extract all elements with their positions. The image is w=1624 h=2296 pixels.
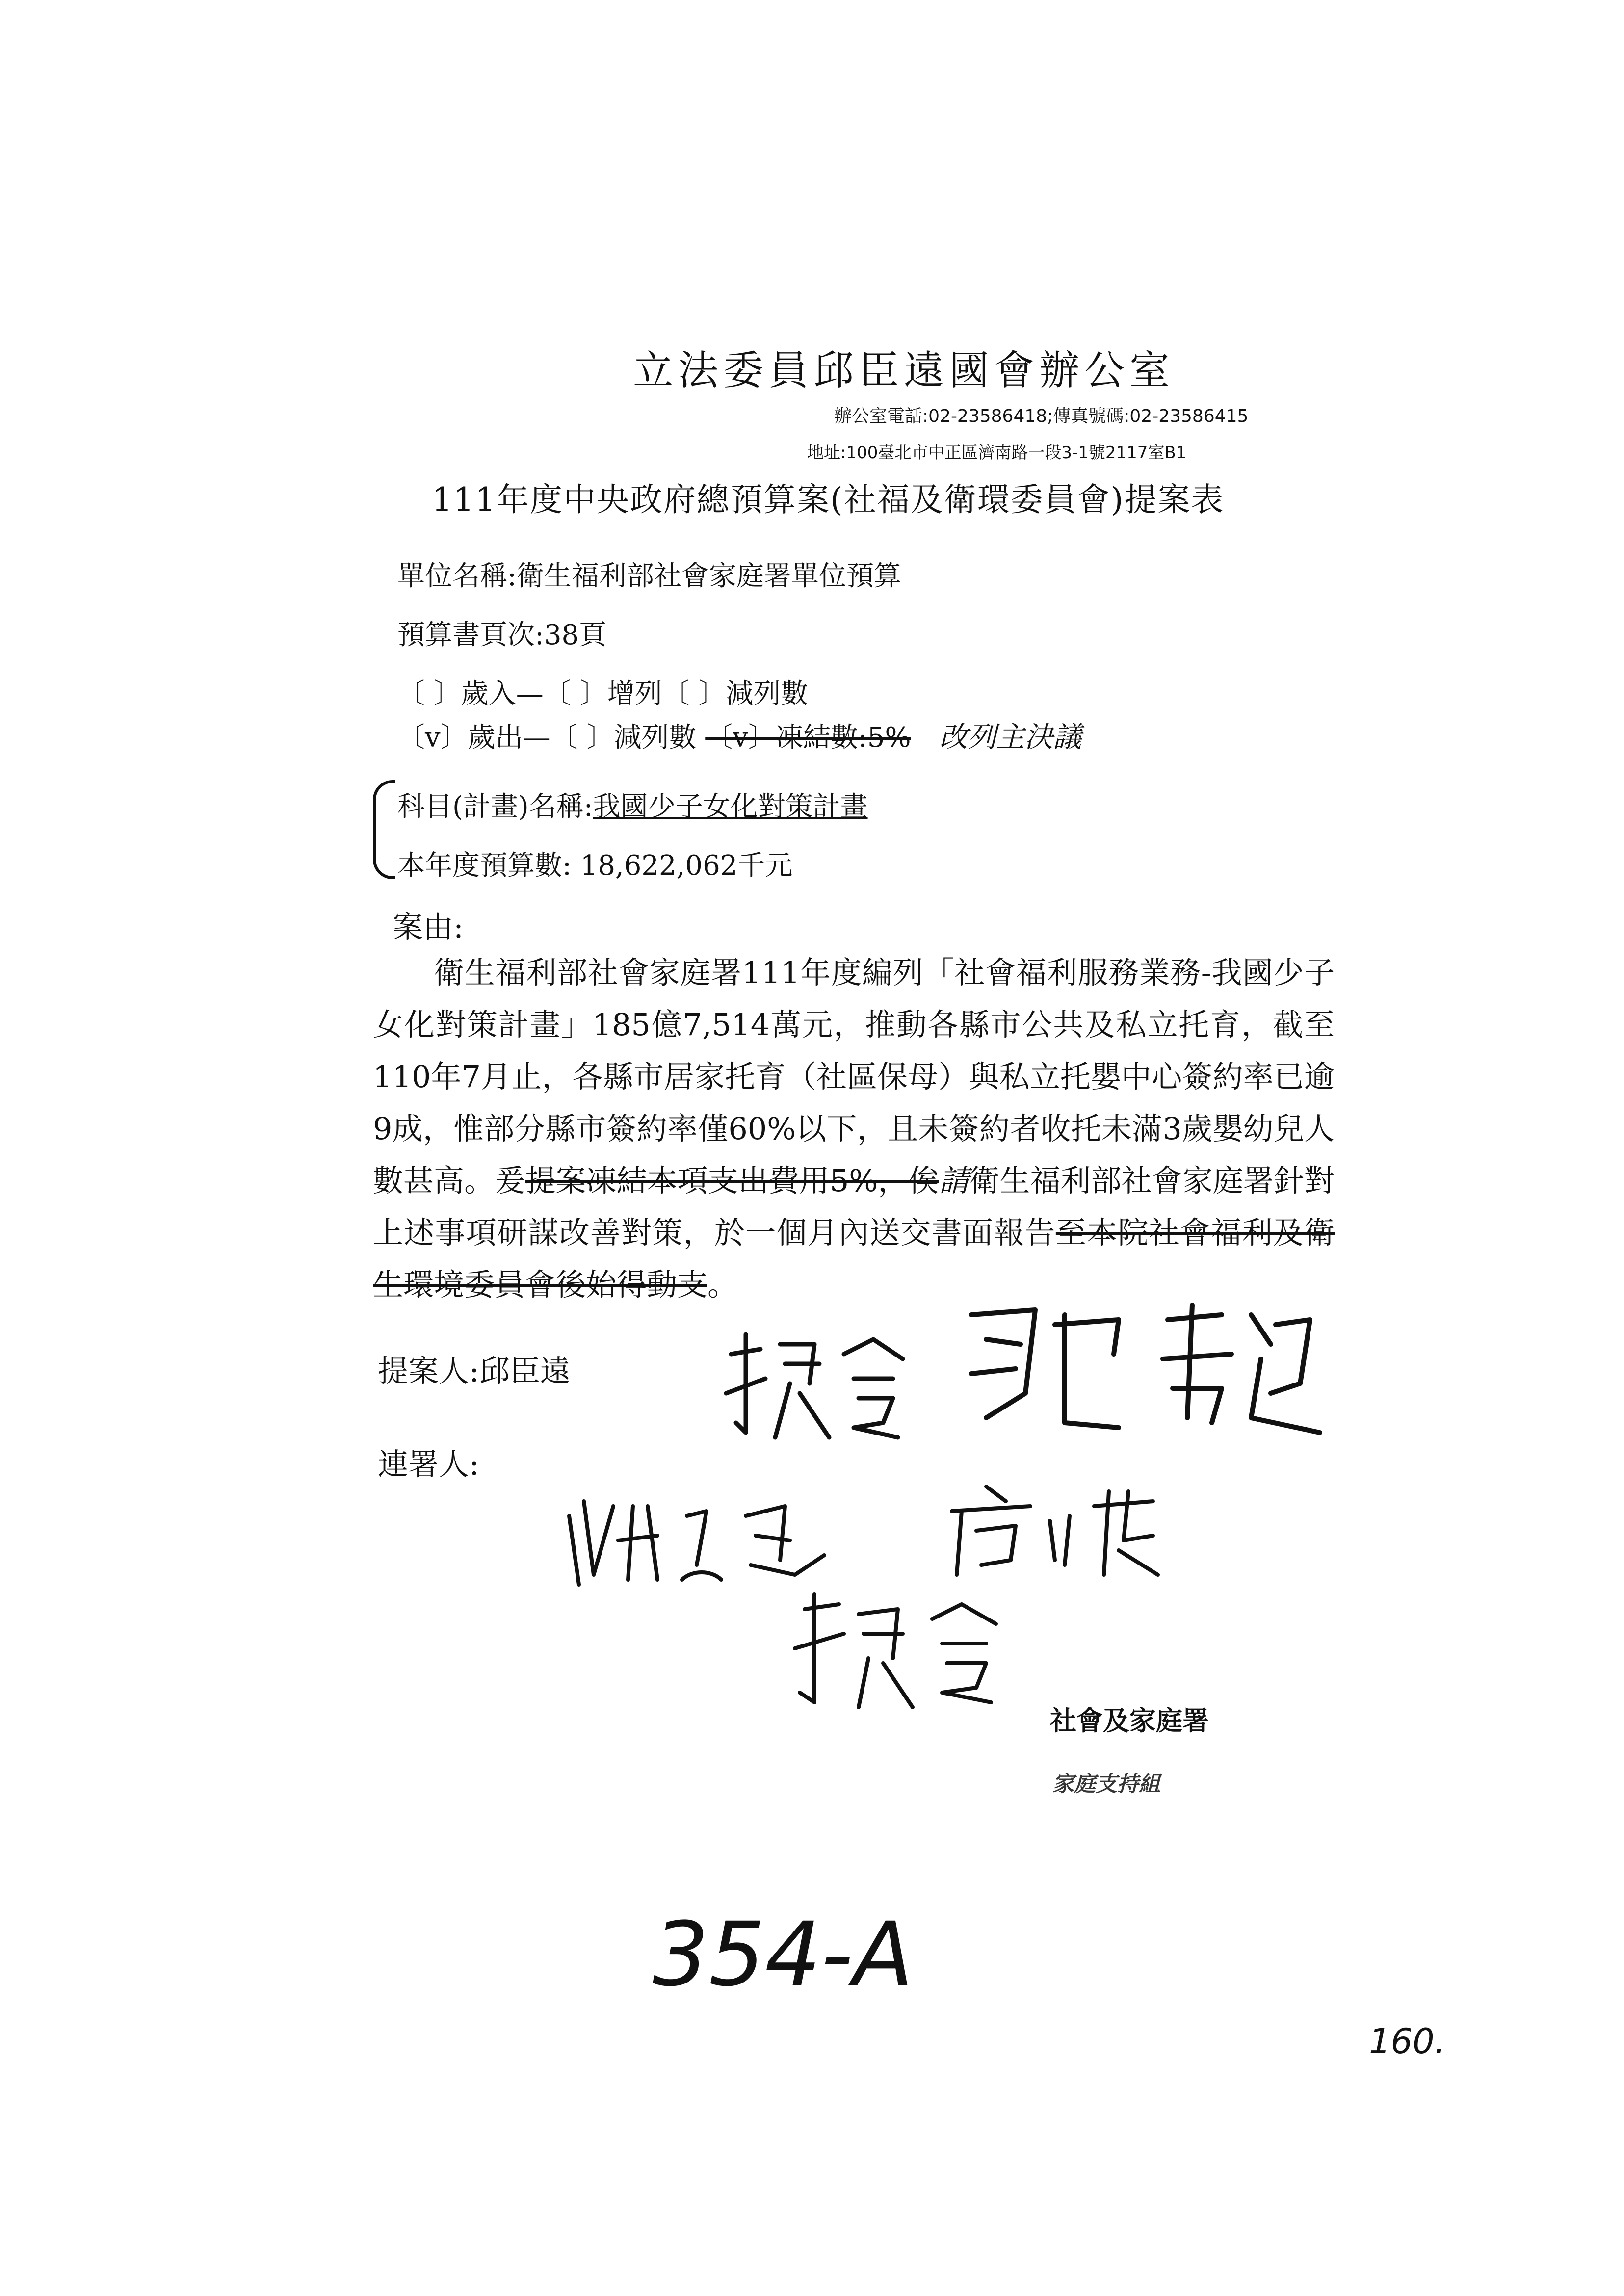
subject-line bbox=[397, 785, 868, 824]
proposer-label: 提案人: bbox=[378, 1353, 479, 1389]
subject-label: 科目(計畫)名稱: bbox=[397, 791, 593, 823]
handwritten-signature-3 bbox=[559, 1487, 834, 1599]
expenditure-prefix: 〔v〕歲出—〔 〕減列數 bbox=[397, 722, 697, 754]
budget-value: 18,622,062千元 bbox=[580, 850, 793, 882]
subject-bracket bbox=[373, 780, 395, 879]
reason-inserted-word: 請 bbox=[939, 1163, 969, 1199]
office-phone: 辦公室電話:02-23586418;傳真號碼:02-23586415 bbox=[834, 406, 1249, 426]
reason-label: 案由: bbox=[393, 909, 464, 945]
department-stamp: 社會及家庭署 bbox=[1050, 1705, 1209, 1736]
reason-text-middle: 衛生福利部社會家庭署針對上述事項研謀改善對策，於一個月內送交書面報告 bbox=[373, 1163, 1335, 1251]
handwritten-signature-1 bbox=[716, 1325, 922, 1452]
reason-struck-committee: 至本院社會福利及衛生環境委員會後始得動支 bbox=[373, 1215, 1335, 1303]
handwritten-signature-5 bbox=[785, 1590, 1021, 1717]
reason-text-end: 。 bbox=[707, 1267, 738, 1303]
handwritten-signature-4 bbox=[922, 1477, 1187, 1585]
proposer-name: 邱臣遠 bbox=[479, 1353, 571, 1389]
reason-body bbox=[373, 947, 1335, 1311]
expenditure-line bbox=[397, 714, 1081, 755]
unit-line bbox=[397, 554, 901, 594]
budget-label: 本年度預算數: bbox=[397, 850, 572, 882]
page-label: 預算書頁次: bbox=[397, 619, 544, 651]
handwritten-signature-2 bbox=[957, 1295, 1330, 1452]
reason-struck-freeze: 提案凍結本項支出費用5%，俟 bbox=[525, 1163, 939, 1199]
office-title: 立法委員邱臣遠國會辦公室 bbox=[633, 347, 1175, 394]
document-code: 354-A bbox=[653, 1904, 914, 2006]
page-number: 160. bbox=[1369, 2021, 1445, 2061]
cosigner-line: 連署人: bbox=[378, 1446, 479, 1482]
page-line bbox=[397, 613, 606, 652]
reason-text-main: 衛生福利部社會家庭署111年度編列「社會福利服務業務-我國少子女化對策計畫」185億7,514萬元，推動各縣市公共及私立托育，截至110年7月止，各縣市居家托育（社區保母）與私立托嬰中心簽約率已逾9成，惟部分縣市簽約率僅60%以下，且未簽約者收托未滿3歲嬰幼兒人數甚高。爰 bbox=[373, 955, 1335, 1199]
form-title: 111年度中央政府總預算案(社福及衛環委員會)提案表 bbox=[432, 481, 1225, 519]
expenditure-handwritten-note: 改列主決議 bbox=[939, 720, 1082, 754]
revenue-line: 〔 〕歲入—〔 〕增列〔 〕減列數 bbox=[397, 678, 809, 710]
page-value: 38頁 bbox=[544, 619, 607, 651]
subject-value: 我國少子女化對策計畫 bbox=[593, 791, 868, 823]
budget-line bbox=[397, 844, 792, 883]
section-stamp: 家庭支持組 bbox=[1052, 1772, 1160, 1797]
unit-label: 單位名稱: bbox=[397, 560, 517, 592]
expenditure-struck-freeze: 〔v〕凍結數:5% bbox=[705, 722, 911, 754]
proposer-line bbox=[378, 1347, 571, 1390]
office-address: 地址:100臺北市中正區濟南路一段3-1號2117室B1 bbox=[807, 443, 1187, 463]
unit-value: 衛生福利部社會家庭署單位預算 bbox=[516, 560, 901, 592]
